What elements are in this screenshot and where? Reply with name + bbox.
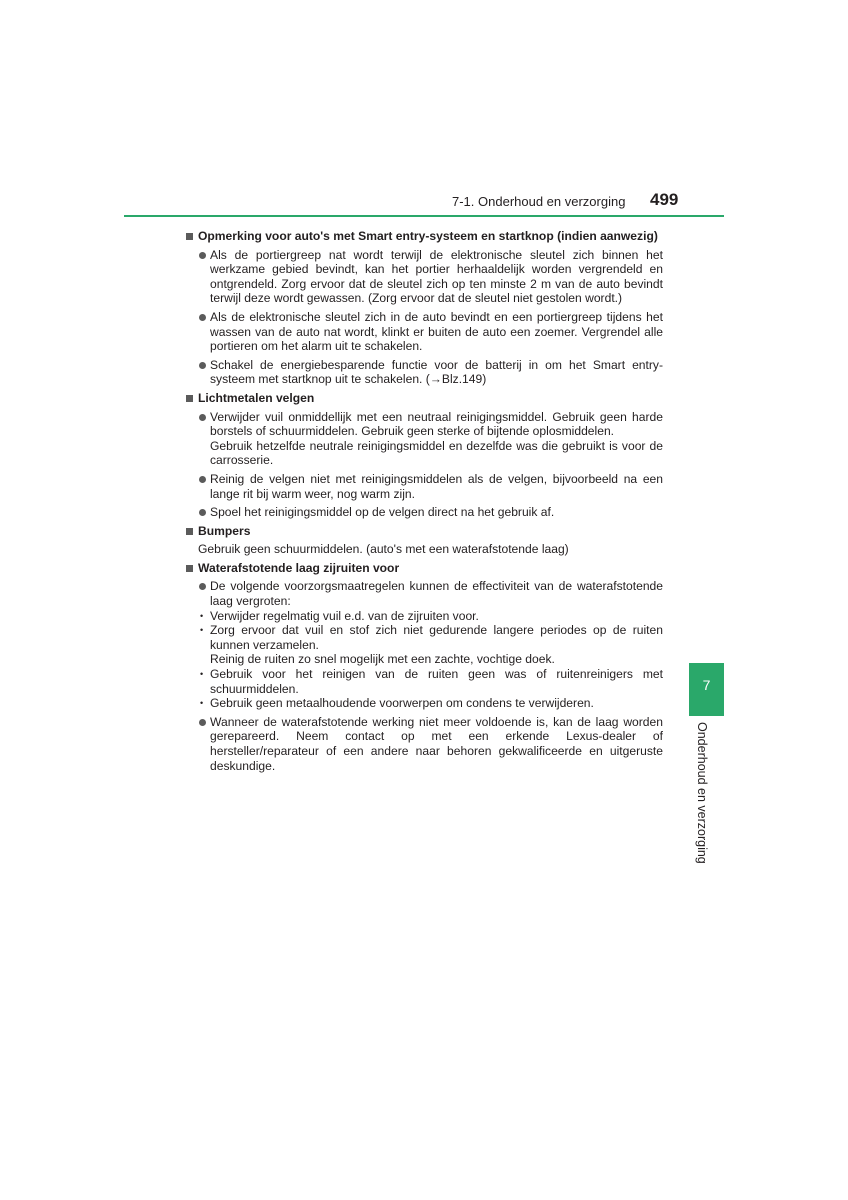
list-item: Wanneer de waterafstotende werking niet meer voldoende is, kan de laag worden gerepareerd. Neem contact op met een erkende Lexus-dealer of hersteller/reparateur of een andere naar behoren gekwalificeerde en uitgeruste deskundige. xyxy=(198,715,663,773)
sub-list-item xyxy=(198,667,663,696)
sub-item-marker: • xyxy=(200,669,204,680)
section-title: Waterafstotende laag zijruiten voor xyxy=(198,560,400,575)
list-item: Als de portiergreep nat wordt terwijl de elektronische sleutel zich binnen het werkzame gebied bevindt, kan het portier herhaaldelijk worden vergrendeld en ontgrendeld. Zorg ervoor dat de sleutel zich op ten minste 2 m van de auto bevindt terwijl deze wordt gewassen. (Zorg ervoor dat de sleutel niet gestolen wordt.) xyxy=(198,248,663,306)
sub-item-marker: • xyxy=(200,610,204,621)
chapter-number: 7 xyxy=(702,677,711,693)
list-item-continuation: Gebruik hetzelfde neutrale reinigingsmiddel en dezelfde was die gebruikt is voor de carrosserie. xyxy=(210,438,663,468)
section-heading-smart-entry xyxy=(185,229,663,244)
sub-list-item xyxy=(198,696,663,711)
sub-item-text: Zorg ervoor dat vuil en stof zich niet gedurende langere periodes op de ruiten kunnen verzamelen. xyxy=(210,623,663,652)
page-content xyxy=(185,225,663,773)
section-heading-bumpers xyxy=(185,524,663,539)
sub-list-item xyxy=(198,609,663,624)
section-heading-water-repellent xyxy=(185,561,663,576)
list-item: De volgende voorzorgsmaatregelen kunnen de effectiviteit van de waterafstotende laag vergroten: xyxy=(198,579,663,608)
sub-item-text: Gebruik geen metaalhoudende voorwerpen om condens te verwijderen. xyxy=(210,696,594,711)
list-item: Spoel het reinigingsmiddel op de velgen direct na het gebruik af. xyxy=(198,505,663,520)
sub-item-text: Verwijder regelmatig vuil e.d. van de zijruiten voor. xyxy=(210,608,479,623)
chapter-title-vertical: Onderhoud en verzorging xyxy=(695,722,709,864)
chapter-tab xyxy=(689,663,724,716)
section-title: Opmerking voor auto's met Smart entry-systeem en startknop (indien aanwezig) xyxy=(198,229,658,243)
list-item: Als de elektronische sleutel zich in de auto bevindt en een portiergreep tijdens het wassen van de auto nat wordt, klinkt er buiten de auto een zoemer. Vergrendel alle portieren om het alarm uit te schakelen. xyxy=(198,310,663,354)
list-item xyxy=(198,410,663,468)
sub-item-text: Gebruik voor het reinigen van de ruiten geen was of ruitenreinigers met schuurmiddelen. xyxy=(210,667,663,696)
sub-list-item xyxy=(198,623,663,667)
section-heading-wheels xyxy=(185,391,663,406)
list-item: Schakel de energiebesparende functie voor de batterij in om het Smart entry-systeem met startknop uit te schakelen. (→Blz.149) xyxy=(198,358,663,387)
page-header-title: 7-1. Onderhoud en verzorging xyxy=(452,194,626,209)
section-text: Gebruik geen schuurmiddelen. (auto's met een waterafstotende laag) xyxy=(198,542,569,557)
page-number: 499 xyxy=(650,190,679,209)
section-title: Bumpers xyxy=(198,523,251,538)
sub-item-marker: • xyxy=(200,625,204,636)
header-divider xyxy=(124,215,724,217)
sub-item-continuation: Reinig de ruiten zo snel mogelijk met een zachte, vochtige doek. xyxy=(210,652,555,667)
sub-item-marker: • xyxy=(200,698,204,709)
list-item-text: Verwijder vuil onmiddellijk met een neutraal reinigingsmiddel. Gebruik geen harde borstels of schuurmiddelen. Gebruik geen sterke of bijtende oplosmiddelen. xyxy=(210,409,663,439)
section-title: Lichtmetalen velgen xyxy=(198,390,315,405)
list-item: Reinig de velgen niet met reinigingsmiddelen als de velgen, bijvoorbeeld na een lange rit bij warm weer, nog warm zijn. xyxy=(198,472,663,501)
